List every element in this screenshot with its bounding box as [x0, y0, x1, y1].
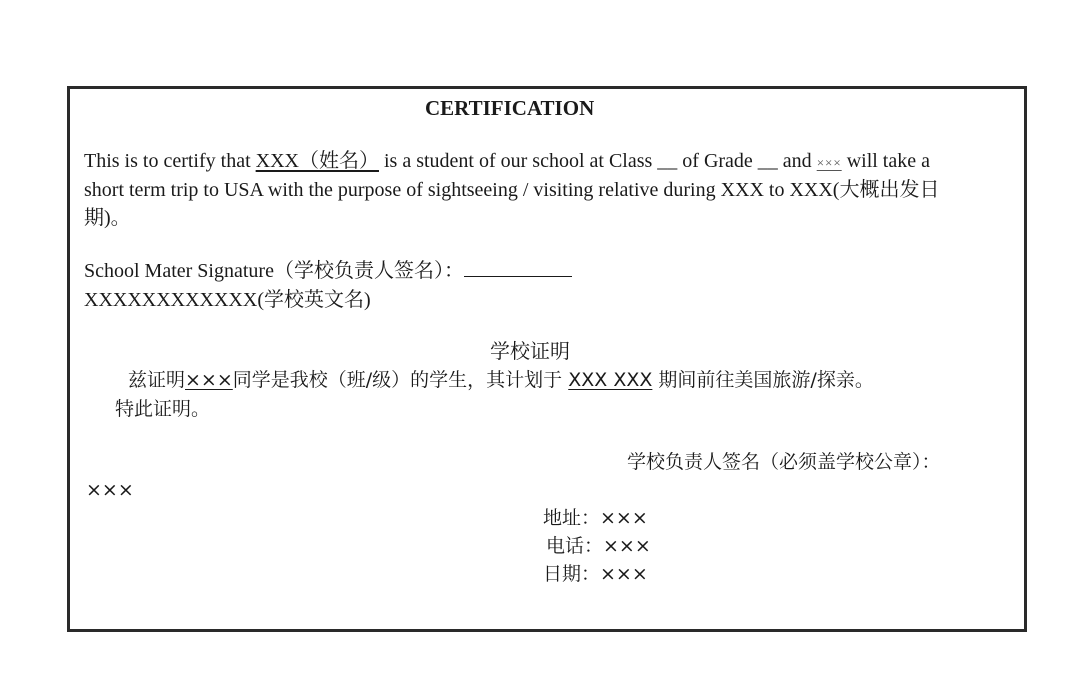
chinese-signature-label: 学校负责人签名（必须盖学校公章）：: [627, 451, 941, 473]
school-english-name: XXXXXXXXXXXX(学校英文名): [84, 289, 371, 311]
student-name-field: XXX（姓名）: [255, 150, 379, 172]
chinese-line1-suffix: 期间前往美国旅游/探亲。: [652, 369, 874, 391]
chinese-signature-value: ×××: [86, 479, 134, 501]
chinese-title: 学校证明: [490, 339, 570, 363]
chinese-paragraph-line-2: 特此证明。: [115, 398, 211, 420]
english-paragraph-line-3: 期)。: [84, 207, 131, 229]
school-phone: 电话：×××: [546, 535, 651, 557]
certificate-date: 日期：×××: [543, 563, 648, 585]
english-line1-middle: is a student of our school at Class __ of Grade __ and: [378, 150, 817, 172]
english-title: CERTIFICATION: [425, 96, 595, 120]
chinese-student-name: ×××: [185, 369, 233, 391]
chinese-line1-middle: 同学是我校（班/级）的学生，其计划于: [232, 369, 569, 391]
chinese-trip-dates: XXX XXX: [568, 369, 653, 391]
signature-blank-line: [464, 262, 572, 277]
english-paragraph-line-2: short term trip to USA with the purpose of sightseeing / visiting relative during XXX to XXX(大概出发日: [84, 179, 940, 201]
school-address: 地址：×××: [543, 507, 648, 529]
chinese-paragraph-line-1: [128, 371, 874, 390]
english-line1-suffix: will take a: [841, 150, 930, 172]
english-paragraph-line-1: [84, 151, 930, 171]
chinese-line1-prefix: 兹证明: [128, 369, 186, 391]
school-master-signature: [84, 261, 572, 281]
english-line1-prefix: This is to certify that: [84, 150, 256, 172]
signature-label: School Mater Signature（学校负责人签名）：: [84, 260, 464, 282]
english-line1-placeholder: ×××: [816, 155, 842, 170]
